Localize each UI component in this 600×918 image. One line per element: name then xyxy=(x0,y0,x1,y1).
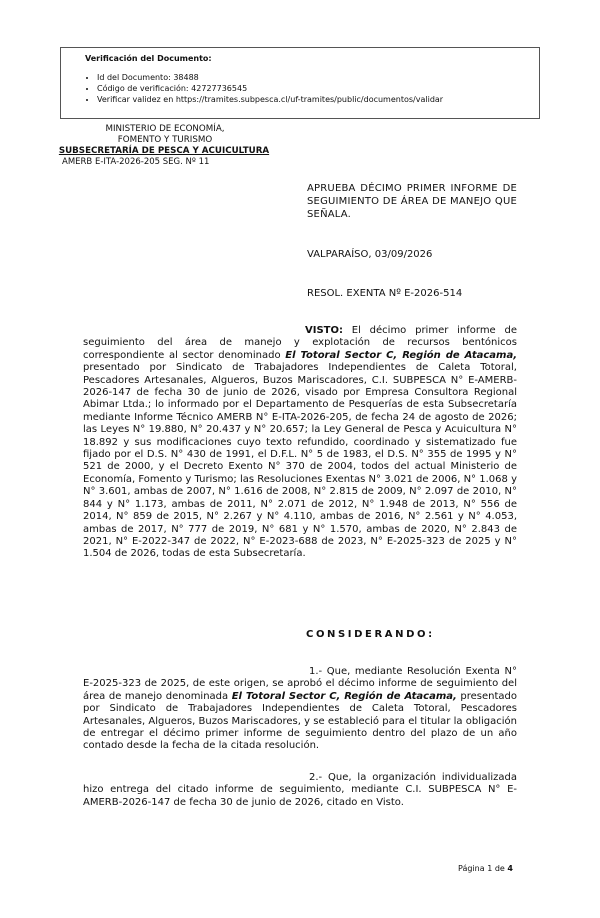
resolution-title: APRUEBA DÉCIMO PRIMER INFORME DE SEGUIMIENTO DE ÁREA DE MANEJO QUE SEÑALA. xyxy=(307,183,517,220)
ministry-line-2: FOMENTO Y TURISMO xyxy=(117,135,213,145)
considerando-1-text-a: 1.- Que, mediante Resolución Exenta N° E-2025-323 de 2025, de este origen, se aprobó el décimo informe de seguimiento del área de manejo denominada xyxy=(83,666,517,702)
subsecretaria-heading: SUBSECRETARÍA DE PESCA Y ACUICULTURA xyxy=(58,146,270,156)
visto-label: VISTO: xyxy=(305,325,343,336)
resolution-number: RESOL. EXENTA Nº E-2026-514 xyxy=(307,288,463,299)
visto-sector: El Totoral Sector C, Región de Atacama, xyxy=(285,349,517,361)
verification-title: Verificación del Documento: xyxy=(85,54,212,63)
page-total: 4 xyxy=(507,864,513,873)
visto-text-a: El décimo primer informe de seguimiento del área de manejo y explotación de recursos bentónicos correspondiente al sector denominado xyxy=(83,325,517,361)
page-number: 1 xyxy=(487,864,493,873)
considerando-1 xyxy=(83,666,517,753)
verification-list xyxy=(85,72,539,105)
page-label: Página xyxy=(458,864,485,873)
verification-url[interactable]: • Verificar validez en https://tramites.subpesca.cl/uf-tramites/public/documentos/validar xyxy=(97,94,539,105)
considerando-1-text-b: presentado por Sindicato de Trabajadores Independientes de Caleta Totoral, Pescadores Artesanales, Algueros, Buzos Mariscadores, y se estableció para el titular la obligación de entregar el décimo primer informe de seguimiento dentro del plazo de un año contado desde la fecha de la citada resolución. xyxy=(83,690,517,752)
verification-box xyxy=(60,47,540,119)
visto-text-b: presentado por Sindicato de Trabajadores Independientes de Caleta Totoral, Pescadores Artesanales, Algueros, Buzos Mariscadores, C.I. SUBPESCA N° E-AMERB-2026-147 de fecha 30 de junio de 2026, visado por Empresa Consultora Regional Abimar Ltda.; lo informado por el Departamento de Pesquerías de esta Subsecretaría mediante Informe Técnico AMERB N° E-ITA-2026-205, de fecha 24 de agosto de 2026; las Leyes N° 19.880, N° 20.437 y N° 20.657; la Ley General de Pesca y Acuicultura N° 18.892 y sus modificaciones cuyo texto refundido, coordinado y sistematizado fue fijado por el D.S. N° 430 de 1991, el D.F.L. N° 5 de 1983, el D.S. N° 355 de 1995 y N° 521 de 2000, y el Decreto Exento N° 370 de 2004, todos del actual Ministerio de Economía, Fomento y Turismo; las Resoluciones Exentas N° 3.021 de 2006, N° 1.068 y N° 3.601, ambas de 2007, N° 1.616 de 2008, N° 2.815 de 2009, N° 2.097 de 2010, N° 844 y N° 1.173, ambas de 2011, N° 2.071 de 2012, N° 1.948 de 2013, N° 556 de 2014, N° 859 de 2015, N° 2.267 y N° 4.110, ambas de 2016, N° 2.561 y N° 4.053, ambas de 2017, N° 777 de 2019, N° 681 y N° 1.570, ambas de 2020, N° 2.843 de 2021, N° E-2022-347 de 2022, N° E-2023-688 de 2023, N° E-2025-323 de 2025 y N° 1.504 de 2026, todas de esta Subsecretaría. xyxy=(83,362,517,560)
reference-code: AMERB E-ITA-2026-205 SEG. Nº 11 xyxy=(62,157,210,167)
page-indicator xyxy=(458,864,513,873)
ministry-line-1: MINISTERIO DE ECONOMÍA, xyxy=(105,124,225,134)
considerando-heading: CONSIDERANDO: xyxy=(306,629,435,640)
considerando-2: 2.- Que, la organización individualizada hizo entrega del citado informe de seguimiento, mediante C.I. SUBPESCA N° E-AMERB-2026-147 de fecha 30 de junio de 2026, citado en Visto. xyxy=(83,772,517,808)
page-of-label: de xyxy=(494,864,505,873)
verification-id: • Id del Documento: 38488 xyxy=(97,72,539,83)
place-date: VALPARAÍSO, 03/09/2026 xyxy=(307,249,433,260)
considerando-1-sector: El Totoral Sector C, Región de Atacama, xyxy=(231,690,457,702)
visto-paragraph xyxy=(83,325,517,561)
ministry-heading xyxy=(60,124,270,146)
verification-code: • Código de verificación: 42727736545 xyxy=(97,83,539,94)
